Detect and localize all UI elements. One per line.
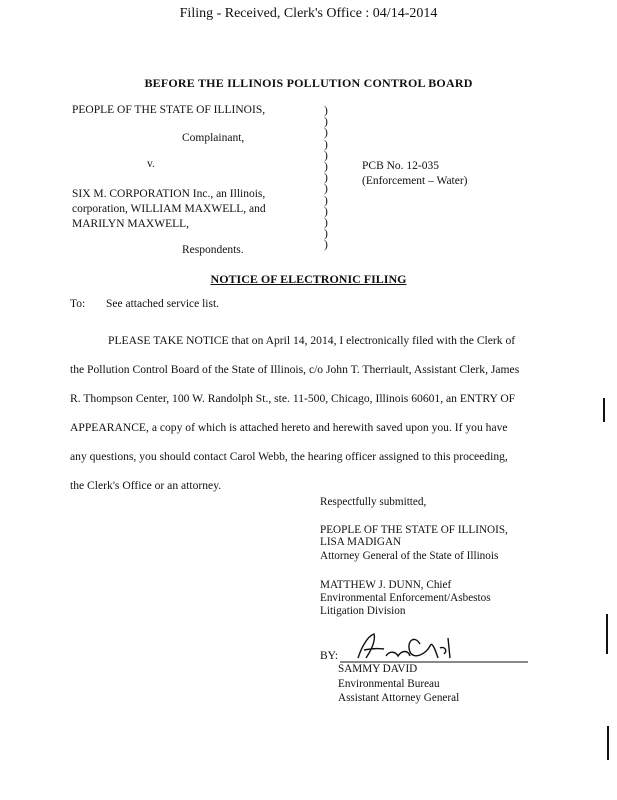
defendant-line-2: corporation, WILLIAM MAXWELL, and: [72, 203, 266, 215]
notice-title: NOTICE OF ELECTRONIC FILING: [210, 272, 407, 286]
body-line: R. Thompson Center, 100 W. Randolph St., ste. 11-500, Chicago, Illinois 60601, an ENTRY OF: [70, 392, 516, 405]
scan-mark: [607, 726, 609, 760]
chief-line-3: Litigation Division: [320, 605, 406, 617]
notice-body: [70, 326, 550, 500]
to-label: To:: [70, 298, 86, 310]
body-line: the Clerk's Office or an attorney.: [70, 479, 222, 492]
scan-mark: [603, 398, 605, 422]
defendant-line-1: SIX M. CORPORATION Inc., an Illinois,: [72, 188, 266, 200]
body-line: APPEARANCE, a copy of which is attached hereto and herewith saved upon you. If you have: [70, 421, 508, 434]
board-title: BEFORE THE ILLINOIS POLLUTION CONTROL BOARD: [144, 76, 473, 90]
handwritten-signature: [340, 632, 530, 664]
case-number: PCB No. 12-035: [362, 160, 439, 172]
signer-line-1: SAMMY DAVID: [338, 663, 418, 675]
org-line-3: Attorney General of the State of Illinois: [320, 550, 499, 562]
chief-line-2: Environmental Enforcement/Asbestos: [320, 592, 491, 604]
org-line-2: LISA MADIGAN: [320, 536, 402, 548]
plaintiff-name: PEOPLE OF THE STATE OF ILLINOIS,: [72, 104, 266, 116]
defendant-line-3: MARILYN MAXWELL,: [72, 218, 190, 230]
closing-text: Respectfully submitted,: [320, 496, 427, 508]
body-line: any questions, you should contact Carol Webb, the hearing officer assigned to this proceeding,: [70, 450, 508, 463]
defendant-role: Respondents.: [182, 244, 244, 256]
scan-mark: [606, 614, 608, 654]
signer-line-2: Environmental Bureau: [338, 678, 440, 690]
filing-stamp-header: Filing - Received, Clerk's Office : 04/14-2014: [179, 6, 438, 21]
signer-line-3: Assistant Attorney General: [338, 692, 460, 704]
chief-line-1: MATTHEW J. DUNN, Chief: [320, 579, 452, 591]
body-line: the Pollution Control Board of the State of Illinois, c/o John T. Therriault, Assistant Clerk, James: [70, 363, 520, 376]
versus-label: v.: [147, 158, 155, 170]
body-line: PLEASE TAKE NOTICE that on April 14, 2014, I electronically filed with the Clerk of: [108, 334, 516, 347]
by-label: BY:: [320, 650, 339, 662]
org-line-1: PEOPLE OF THE STATE OF ILLINOIS,: [320, 524, 508, 536]
to-value: See attached service list.: [106, 298, 220, 310]
case-type: (Enforcement – Water): [362, 175, 468, 187]
plaintiff-role: Complainant,: [182, 132, 245, 144]
caption-parentheses: ) ) ) ) ) ) ) ) ) ) ) ) ): [324, 105, 328, 252]
